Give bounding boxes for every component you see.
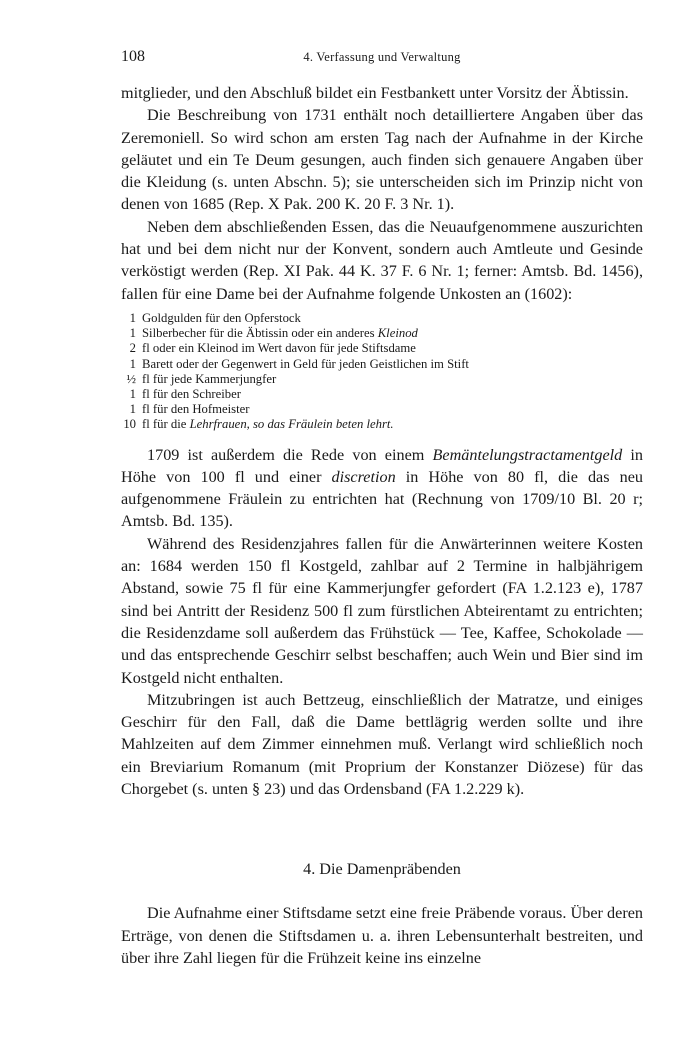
paragraph-2: Die Beschreibung von 1731 enthält noch detailliertere Angaben über das Zeremoniell. So wird schon am ersten Tag nach der Aufnahme in der Kirche geläutet und ein Te Deum gesungen, auch finden sich genauere Angaben über die Kleidung (s. unten Abschn. 5); sie unterscheiden sich im Prinzip nicht von denen von 1685 (Rep. X Pak. 200 K. 20 F. 3 Nr. 1). <box>121 106 643 214</box>
cost-text: fl für die <box>142 417 190 432</box>
paragraph-4-text-a: 1709 ist außerdem die Rede von einem <box>147 445 433 464</box>
paragraph-3: Neben dem abschließenden Essen, das die Neuaufgenommene auszurichten hat und bei dem nicht nur der Konvent, sondern auch Amtleute und Gesinde verköstigt werden (Rep. XI Pak. 44 K. 37 F. 6 Nr. 1; ferner: Amtsb. Bd. 1456), fallen für eine Dame bei der Aufnahme folgende Unkosten an (1602): <box>121 217 643 303</box>
cost-list-item <box>121 357 643 372</box>
cost-list-item <box>121 417 643 432</box>
cost-text-italic: Kleinod <box>377 326 418 341</box>
paragraph-4 <box>121 444 643 533</box>
paragraph-6: Mitzubringen ist auch Bettzeug, einschließlich der Matratze, und einiges Geschirr für den Fall, daß die Dame bettlägrig werden sollte und ihre Mahlzeiten auf dem Zimmer einnehmen muß. Verlangt wird schließlich noch ein Breviarium Romanum (mit Proprium der Konstanzer Diözese) für das Chorgebet (s. unten § 23) und das Ordensband (FA 1.2.229 k). <box>121 690 643 799</box>
cost-text: Goldgulden für den Opferstock <box>142 310 301 325</box>
paragraph-4-text-c: in Höhe von 80 fl, die das neu aufgenommene Fräulein zu entrichten hat (Rechnung von 1709/10 Bl. 20 r; Amtsb. Bd. 135). <box>121 467 643 531</box>
cost-text-italic: Lehrfrauen, so das Fräulein beten lehrt. <box>189 417 394 432</box>
cost-text: fl für den Schreiber <box>142 386 241 401</box>
running-head: 4. Verfassung und Verwaltung <box>303 50 461 64</box>
cost-list-item <box>121 372 643 387</box>
cost-quantity: 2 <box>129 341 136 356</box>
cost-text: fl für jede Kammerjungfer <box>142 371 277 386</box>
cost-quantity: 1 <box>129 310 136 325</box>
cost-text: Silberbecher für die Äbtissin oder ein anderes <box>142 326 378 341</box>
paragraph-1: mitglieder, und den Abschluß bildet ein Festbankett unter Vorsitz der Äbtissin. <box>121 84 629 102</box>
page-header <box>121 44 643 68</box>
cost-text: Barett oder der Gegenwert in Geld für jeden Geistlichen im Stift <box>142 356 469 371</box>
cost-list <box>121 311 643 433</box>
cost-text: fl für den Hofmeister <box>142 402 250 417</box>
cost-list-item <box>121 326 643 341</box>
cost-quantity: 1 <box>129 402 136 417</box>
page-number: 108 <box>121 48 145 65</box>
cost-quantity: ½ <box>126 371 136 386</box>
cost-list-item <box>121 311 643 326</box>
cost-list-item <box>121 402 643 417</box>
section-heading: 4. Die Damenpräbenden <box>303 860 461 879</box>
cost-quantity: 1 <box>129 356 136 371</box>
term-bemaentelungstractamentgeld: Bemäntelungstractamentgeld <box>432 445 623 464</box>
term-discretion: discretion <box>331 467 396 486</box>
cost-list-item <box>121 341 643 356</box>
paragraph-5: Während des Residenzjahres fallen für die Anwärterinnen weitere Kosten an: 1684 werden 150 fl Kostgeld, zahlbar auf 2 Termine in halbjährigem Abstand, sowie 75 fl für eine Kammerjungfer gefordert (FA 1.2.123 e), 1787 sind bei Antritt der Residenz 500 fl zum fürstlichen Abteirentamt zu entrichten; die Residenzdame soll außerdem das Frühstück — Tee, Kaffee, Schokolade — und das entsprechende Geschirr selbst beschaffen; auch Wein und Bier sind im Kostgeld nicht enthalten. <box>121 534 643 687</box>
paragraph-4-text-b: in Höhe von 100 fl und einer <box>121 445 644 486</box>
cost-text: fl oder ein Kleinod im Wert davon für jede Stiftsdame <box>142 341 416 356</box>
document-page <box>121 44 643 969</box>
cost-list-item <box>121 387 643 402</box>
cost-quantity: 1 <box>129 326 136 341</box>
page-body <box>121 82 643 969</box>
cost-quantity: 1 <box>129 386 136 401</box>
paragraph-7: Die Aufnahme einer Stiftsdame setzt eine freie Präbende voraus. Über deren Erträge, von denen die Stiftsdamen u. a. ihren Lebensunterhalt bestreiten, und über ihre Zahl liegen für die Frühzeit keine ins einzelne <box>121 904 643 967</box>
cost-quantity: 10 <box>123 417 136 432</box>
